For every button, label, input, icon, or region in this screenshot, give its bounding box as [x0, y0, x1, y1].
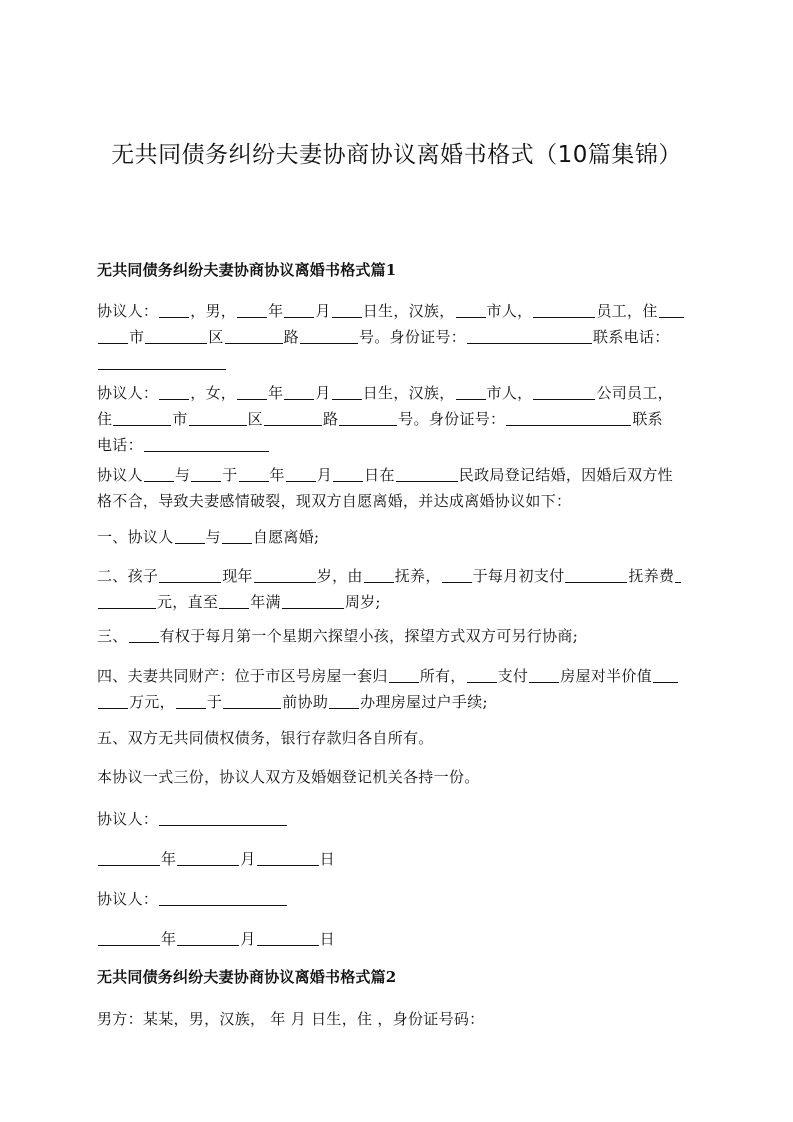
- party-paragraph-male: 协议人： ，男， 年 月 日生，汉族， 市人， 员工，住 市 区 路 号。身份证号： 联系电话：: [97, 298, 699, 376]
- section-heading-1: 无共同债务纠纷夫妻协商协议离婚书格式篇1: [97, 261, 397, 279]
- signature-date-1: 年 月 日: [97, 846, 699, 872]
- clause-4: 四、夫妻共同财产：位于市区号房屋一套归 所有， 支付 房屋对半价值 万元， 于 前协助 办理房屋过户手续;: [97, 663, 699, 715]
- signature-date-2: 年 月 日: [97, 926, 699, 952]
- clause-1: 一、协议人 与 自愿离婚;: [97, 528, 320, 546]
- clause-2: 二、孩子 现年 岁，由 抚养， 于每月初支付 抚养费 元，直至 年满 周岁;: [97, 563, 699, 615]
- party-paragraph-female: 协议人： ，女， 年 月 日生，汉族， 市人， 公司员工， 住 市 区 路 号。身份证号： 联系 电话：: [97, 384, 673, 454]
- section2-paragraph: 男方：某某，男，汉族， 年 月 日生，住 ，身份证号码：: [97, 1010, 485, 1028]
- marriage-paragraph: 协议人 与 于 年 月 日在 民政局登记结婚，因婚后双方性 格不合，导致夫妻感情破裂，现双方自愿离婚，并达成离婚协议如下：: [97, 466, 673, 510]
- signature-party-1: 协议人：: [97, 806, 699, 832]
- section-heading-2: 无共同债务纠纷夫妻协商协议离婚书格式篇2: [97, 968, 397, 986]
- signature-party-2: 协议人：: [97, 886, 699, 912]
- document-title: 无共同债务纠纷夫妻协商协议离婚书格式（10篇集锦）: [111, 142, 682, 168]
- clause-5: 五、双方无共同债权债务，银行存款归各自所有。: [97, 729, 434, 747]
- copies-statement: 本协议一式三份，协议人双方及婚姻登记机关各持一份。: [97, 768, 480, 786]
- clause-3: 三、 有权于每月第一个星期六探望小孩，探望方式双方可另行协商;: [97, 627, 579, 645]
